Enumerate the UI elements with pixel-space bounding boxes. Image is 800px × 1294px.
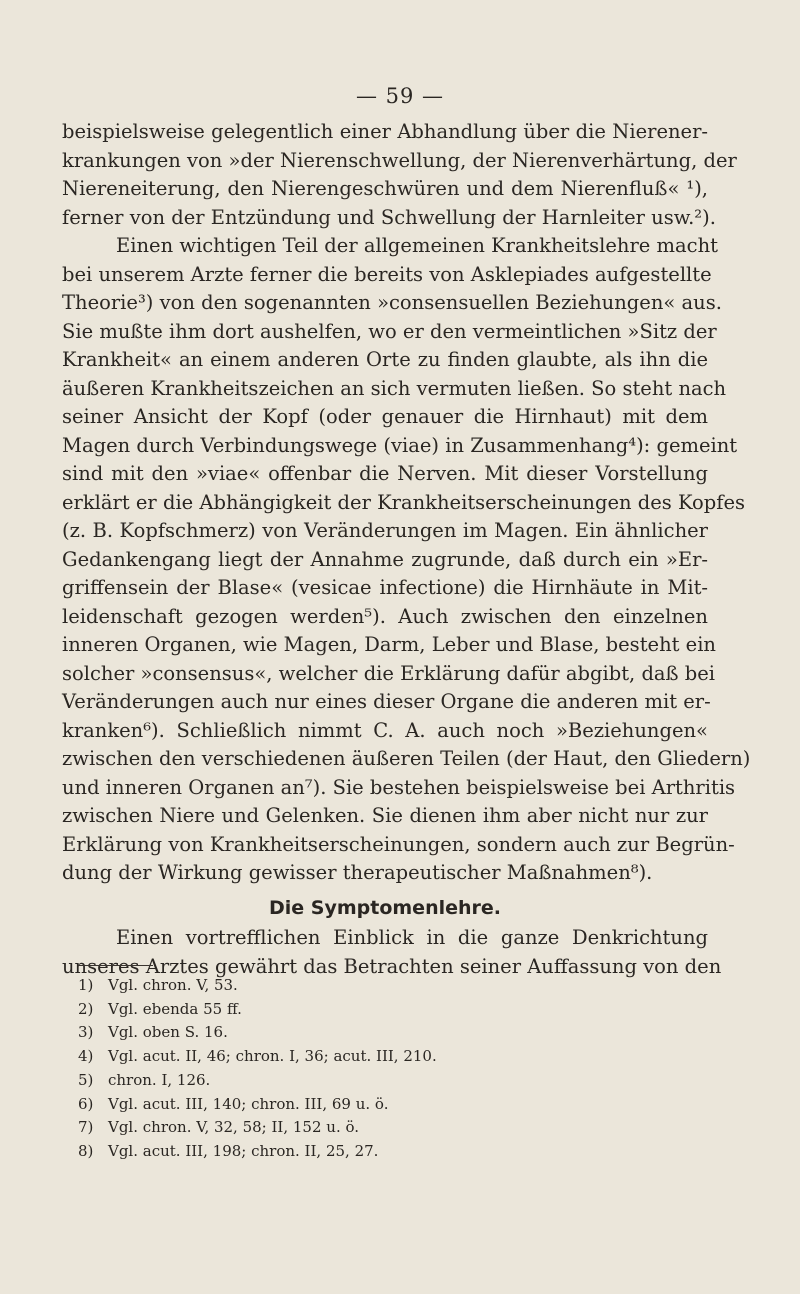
footnote-mark: 8) [78,1141,94,1160]
text-line: Veränderungen auch nur eines dieser Organe die anderen mit er- [62,690,711,713]
text-line: leidenschaft gezogen werden⁵). Auch zwischen den einzelnen [62,604,708,628]
footnote-text: Vgl. chron. V, 53. [108,976,238,994]
text-line: Sie mußte ihm dort aushelfen, wo er den vermeintlichen »Sitz der [62,319,717,343]
page-number: — 59 — [355,84,445,108]
text-line: Krankheit« an einem anderen Orte zu finden glaubte, als ihn die [62,348,708,371]
footnote [78,1045,437,1069]
text-line: bei unserem Arzte ferner die bereits von Asklepiades aufgestellte [62,262,712,286]
text-line: Einen vortrefflichen Einblick in die ganze Denkrichtung [116,926,708,949]
text-line: Gedankengang liegt der Annahme zugrunde, daß durch ein »Er- [62,547,708,571]
text-line: sind mit den »viae« offenbar die Nerven. Mit dieser Vorstellung [62,462,708,485]
text-line: seiner Ansicht der Kopf (oder genauer die Hirnhaut) mit dem [62,405,708,428]
footnote-mark: 7) [78,1118,94,1137]
footnote-text: Vgl. acut. III, 198; chron. II, 25, 27. [108,1141,379,1160]
footnote [78,1093,437,1117]
footnote-text: Vgl. ebenda 55 ff. [108,999,242,1018]
footnote [78,974,437,998]
footnote-text: Vgl. oben S. 16. [108,1023,228,1042]
footnote-mark: 4) [78,1047,94,1066]
text-line: Niereneiterung, den Nierengeschwüren und dem Nierenfluß« ¹), [62,177,708,200]
text-line: erklärt er die Abhängigkeit der Krankheitserscheinungen des Kopfes [62,490,746,514]
text-line: Magen durch Verbindungswege (viae) in Zusammenhang⁴): gemeint [62,433,738,457]
footnote [78,998,437,1022]
text-line: krankungen von »der Nierenschwellung, der Nierenverhärtung, der [62,148,737,172]
footnote [78,1116,437,1140]
text-line: ferner von der Entzündung und Schwellung der Harnleiter usw.²). [62,205,716,229]
footnote-mark: 1) [78,976,94,994]
text-line: (z. B. Kopfschmerz) von Veränderungen im Magen. Ein ähnlicher [62,519,708,542]
footnote-divider [79,965,153,966]
text-line: unseres Arztes gewährt das Betrachten seiner Auffassung von den [62,954,722,978]
paragraph-2 [62,232,751,888]
paragraph-3 [62,924,722,981]
text-line: griffensein der Blase« (vesicae infectione) die Hirnhäute in Mit- [62,576,708,599]
text-line: Theorie³) von den sogenannten »consensuellen Beziehungen« aus. [62,291,722,314]
text-line: Einen wichtigen Teil der allgemeinen Krankheitslehre macht [116,234,718,257]
text-line: dung der Wirkung gewisser therapeutischer Maßnahmen⁸). [62,861,653,884]
footnote-text: chron. I, 126. [108,1070,211,1089]
section-heading: Die Symptomenlehre. [269,896,501,919]
paragraph-1 [62,118,737,232]
footnote-text: Vgl. chron. V, 32, 58; II, 152 u. ö. [108,1118,360,1137]
footnote-mark: 2) [78,999,94,1018]
footnote [78,1069,437,1093]
text-line: äußeren Krankheitszeichen an sich vermuten ließen. So steht nach [62,376,727,400]
text-line: zwischen den verschiedenen äußeren Teilen (der Haut, den Gliedern) [62,747,751,770]
footnotes [78,974,437,1164]
footnote-mark: 5) [78,1070,94,1089]
text-line: Erklärung von Krankheitserscheinungen, sondern auch zur Begrün- [62,832,735,856]
footnote-text: Vgl. acut. III, 140; chron. III, 69 u. ö. [108,1094,389,1113]
text-line: kranken⁶). Schließlich nimmt C. A. auch noch »Beziehungen« [62,718,708,742]
body-text [62,118,751,981]
text-line: und inneren Organen an⁷). Sie bestehen beispielsweise bei Arthritis [62,775,736,799]
text-line: inneren Organen, wie Magen, Darm, Leber und Blase, besteht ein [62,633,716,656]
footnote-mark: 6) [78,1094,94,1113]
footnote-text: Vgl. acut. II, 46; chron. I, 36; acut. III, 210. [108,1047,437,1066]
text-line: zwischen Niere und Gelenken. Sie dienen ihm aber nicht nur zur [62,804,708,827]
footnote-mark: 3) [78,1023,94,1042]
text-line: solcher »consensus«, welcher die Erklärung dafür abgibt, daß bei [62,661,716,685]
footnote [78,1140,437,1164]
text-line: beispielsweise gelegentlich einer Abhandlung über die Nierener- [62,120,708,143]
footnote [78,1021,437,1045]
